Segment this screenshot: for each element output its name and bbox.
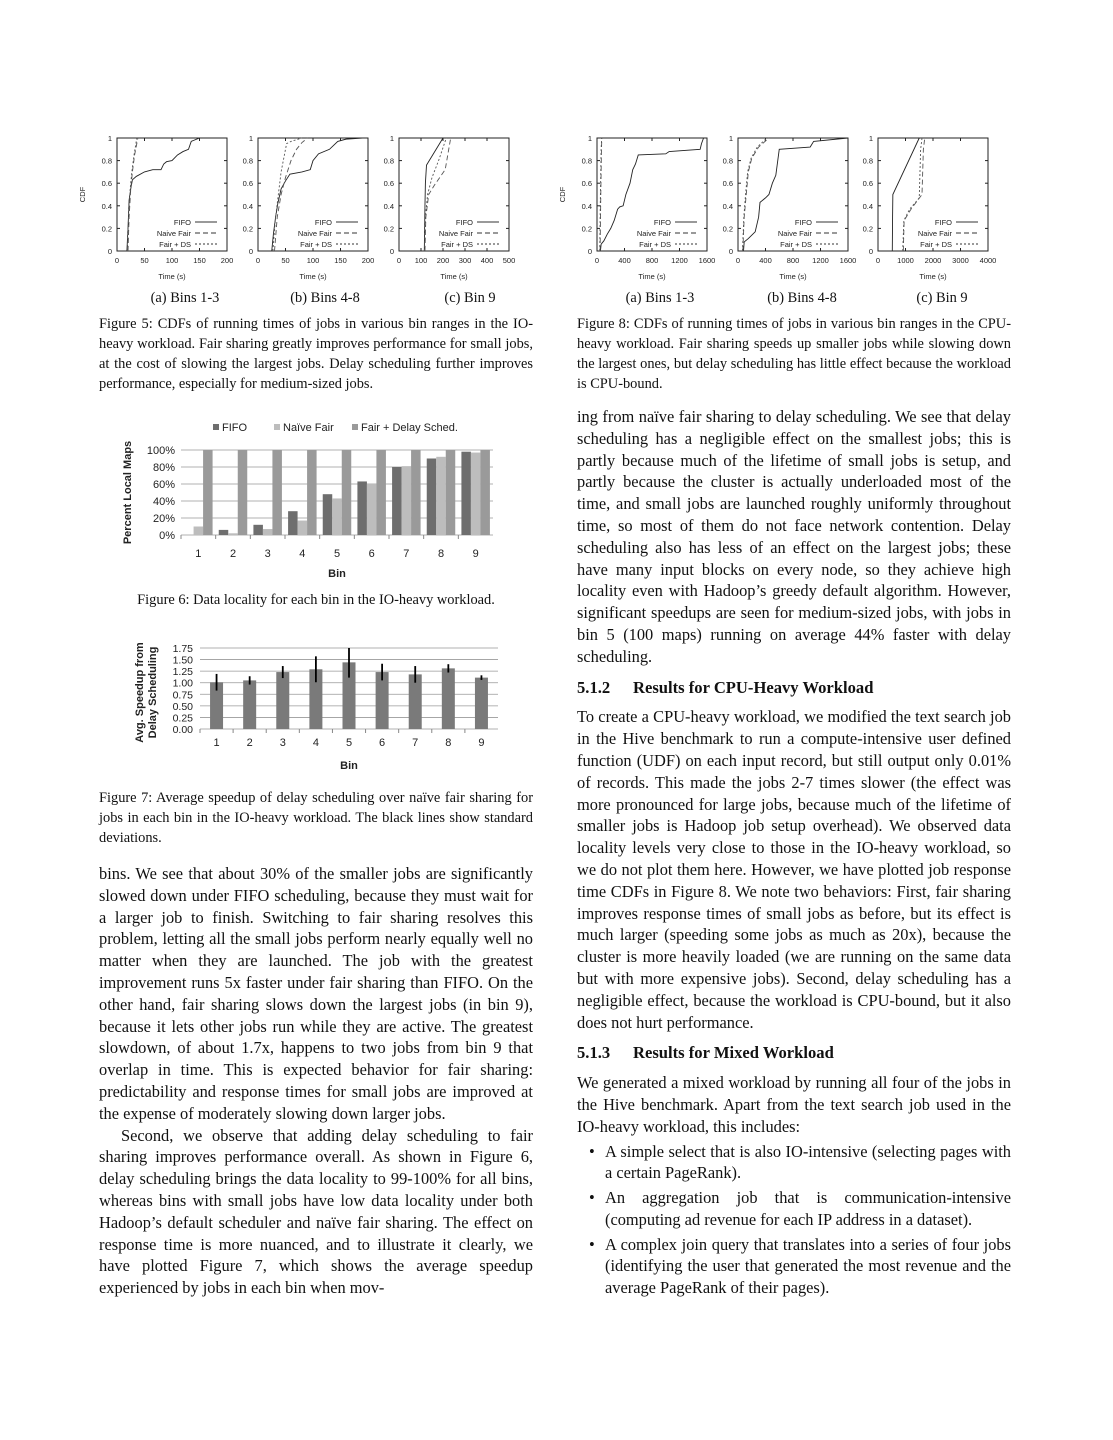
svg-text:7: 7 [412, 737, 419, 749]
svg-text:0.6: 0.6 [722, 179, 733, 189]
list-item-text: A simple select that is also IO-intensive (selecting pages with a certain PageRank). [605, 1141, 1011, 1183]
svg-text:400: 400 [480, 256, 494, 265]
svg-text:CDF: CDF [78, 186, 87, 203]
svg-text:1.50: 1.50 [172, 654, 193, 667]
svg-text:9: 9 [472, 548, 479, 560]
svg-text:100%: 100% [146, 445, 175, 457]
svg-text:Naive Fair: Naive Fair [438, 229, 473, 238]
svg-text:0.6: 0.6 [101, 179, 112, 189]
section-title: Results for Mixed Workload [633, 1043, 834, 1063]
svg-text:2: 2 [229, 548, 237, 560]
fig8b-plot [723, 134, 857, 281]
svg-text:200: 200 [361, 256, 375, 265]
svg-text:Time (s): Time (s) [779, 272, 807, 281]
svg-text:1.00: 1.00 [172, 677, 193, 690]
svg-text:1: 1 [868, 134, 873, 143]
svg-text:0.8: 0.8 [581, 156, 592, 166]
svg-text:Naive Fair: Naive Fair [917, 229, 952, 238]
figure-5-caption: Figure 5: CDFs of running times of jobs in various bin ranges in the IO-heavy workload. Fair sharing greatly improves performance for small jobs, at the cost of slowing the largest jobs. Delay scheduling further improves performance, especially for medium-sized jobs. [99, 316, 533, 392]
svg-text:Fair + DS: Fair + DS [300, 240, 332, 249]
left-column-body [99, 863, 533, 1299]
svg-text:1200: 1200 [812, 256, 829, 265]
svg-text:0: 0 [728, 247, 733, 256]
fig8a-plot [558, 134, 715, 281]
svg-text:50: 50 [281, 256, 290, 265]
svg-text:Time (s): Time (s) [299, 272, 327, 281]
svg-text:0%: 0% [159, 530, 175, 542]
svg-text:Time (s): Time (s) [638, 272, 666, 281]
svg-text:0.4: 0.4 [383, 201, 394, 211]
svg-text:1600: 1600 [839, 256, 857, 265]
svg-text:800: 800 [645, 256, 659, 265]
section-title: Results for CPU-Heavy Workload [633, 677, 874, 697]
svg-text:0.6: 0.6 [862, 179, 873, 189]
svg-text:40%: 40% [152, 496, 175, 508]
figure-7-caption: Figure 7: Average speedup of delay scheduling over naïve fair sharing for jobs in each bin in the IO-heavy workload. The black lines show standard deviations. [99, 790, 533, 846]
svg-text:FIFO: FIFO [455, 218, 473, 227]
svg-text:Naive Fair: Naive Fair [636, 229, 671, 238]
svg-text:0.8: 0.8 [722, 156, 733, 166]
svg-text:100: 100 [306, 256, 320, 265]
svg-text:150: 150 [334, 256, 347, 265]
svg-text:Naive Fair: Naive Fair [297, 229, 332, 238]
figure-6-bar-chart [115, 415, 515, 590]
svg-text:0: 0 [248, 247, 253, 256]
fig8c-plot [863, 134, 997, 281]
svg-text:3: 3 [264, 548, 271, 560]
list-item [577, 1234, 1011, 1299]
svg-text:0.8: 0.8 [383, 156, 394, 166]
svg-text:0.4: 0.4 [862, 201, 873, 211]
svg-text:1000: 1000 [897, 256, 914, 265]
svg-text:200: 200 [436, 256, 450, 265]
svg-text:FIFO: FIFO [934, 218, 952, 227]
section-number: 5.1.2 [577, 677, 611, 697]
svg-text:FIFO: FIFO [222, 422, 248, 434]
svg-text:400: 400 [618, 256, 631, 265]
svg-text:0.8: 0.8 [101, 156, 112, 166]
list-item [577, 1141, 1011, 1185]
section-number: 5.1.3 [577, 1043, 611, 1063]
svg-text:200: 200 [220, 256, 234, 265]
left-paragraph-2: Second, we observe that adding delay scheduling to fair sharing improves performance overall. As shown in Figure 6, delay scheduling brings the data locality to 99-100% for all bins, whereas bins with small jobs have low data locality under both Hadoop’s default scheduler and naïve fair sharing. The effect on response time is more nuanced, and to illustrate it clearly, we have plotted Figure 7, which shows the average speedup experienced by jobs in each bin when mov- [99, 1125, 533, 1298]
svg-text:1200: 1200 [671, 256, 688, 265]
svg-text:FIFO: FIFO [794, 218, 812, 227]
fig6-legend [213, 422, 458, 434]
figure-7 [125, 640, 525, 772]
svg-text:Bin: Bin [340, 760, 358, 772]
svg-text:Fair + DS: Fair + DS [159, 240, 191, 249]
svg-text:FIFO: FIFO [173, 218, 191, 227]
svg-text:0.75: 0.75 [172, 689, 193, 702]
fig5a-plot [78, 134, 233, 281]
svg-text:0: 0 [594, 256, 600, 265]
figure-5a-subcaption: (a) Bins 1-3 [150, 290, 220, 306]
svg-text:Delay Scheduling: Delay Scheduling [147, 646, 159, 739]
svg-text:Time (s): Time (s) [440, 272, 468, 281]
svg-text:100: 100 [165, 256, 179, 265]
svg-text:0: 0 [875, 256, 881, 265]
svg-text:Fair + Delay Sched.: Fair + Delay Sched. [361, 422, 458, 434]
svg-text:300: 300 [458, 256, 472, 265]
svg-text:Time (s): Time (s) [158, 272, 186, 281]
figure-6-caption: Figure 6: Data locality for each bin in the IO-heavy workload. [137, 592, 495, 608]
list-item [577, 1187, 1011, 1231]
svg-text:4000: 4000 [979, 256, 997, 265]
svg-text:1: 1 [213, 737, 220, 749]
svg-text:0: 0 [735, 256, 741, 265]
svg-text:4: 4 [299, 548, 306, 560]
svg-text:800: 800 [786, 256, 800, 265]
figure-8c-subcaption: (c) Bin 9 [916, 290, 968, 306]
svg-text:0: 0 [868, 247, 873, 256]
fig6-plot [122, 441, 493, 580]
fig7-plot [134, 642, 498, 772]
svg-text:Naïve Fair: Naïve Fair [283, 422, 334, 434]
svg-text:0.6: 0.6 [581, 179, 592, 189]
svg-text:0.00: 0.00 [172, 724, 193, 736]
svg-text:Avg. Speedup from: Avg. Speedup from [134, 642, 146, 743]
right-paragraph-2: To create a CPU-heavy workload, we modified the text search job in the Hive benchmark to run a compute-intensive user defined function (UDF) on each input record, but still output only 0.01% of records. This made the jobs 2-7 times slower (the effect was more pronounced for large jobs, because much of the lifetime of smaller jobs is Hadoop job setup overhead). We observed data locality levels very close to those in the IO-heavy workload, so we do not plot them here. However, we have plotted job response time CDFs in Figure 8. We note two behaviors: First, fair sharing improves response times of small jobs as before, but its effect is much larger (speeding some jobs as much as 20x), because the cluster is more heavily loaded (we are running on the same data but with more expensive jobs). Second, delay scheduling has a negligible effect, because the workload is CPU-bound, but it also does not hurt performance. [577, 707, 1011, 1032]
figure-5 [75, 128, 545, 308]
svg-text:1: 1 [389, 134, 394, 143]
svg-text:0.2: 0.2 [101, 224, 112, 234]
svg-text:100: 100 [414, 256, 428, 265]
svg-text:0: 0 [396, 256, 402, 265]
svg-text:1.25: 1.25 [172, 666, 193, 679]
bullet-icon: • [589, 1188, 595, 1208]
svg-text:0.4: 0.4 [242, 201, 253, 211]
fig5c-plot [384, 134, 516, 281]
figure-8a-subcaption: (a) Bins 1-3 [625, 290, 695, 306]
svg-text:1.75: 1.75 [172, 643, 193, 655]
fig5b-plot [243, 134, 375, 281]
svg-text:0: 0 [389, 247, 394, 256]
svg-text:0.2: 0.2 [722, 224, 733, 234]
svg-text:0.2: 0.2 [581, 224, 592, 234]
svg-text:FIFO: FIFO [314, 218, 332, 227]
svg-text:60%: 60% [152, 479, 175, 491]
svg-text:0.2: 0.2 [242, 224, 253, 234]
svg-text:3: 3 [279, 737, 286, 749]
svg-text:0: 0 [114, 256, 120, 265]
svg-text:Naive Fair: Naive Fair [156, 229, 191, 238]
figure-8b-subcaption: (b) Bins 4-8 [767, 290, 837, 306]
svg-text:8: 8 [445, 737, 452, 749]
svg-text:2000: 2000 [924, 256, 942, 265]
svg-text:80%: 80% [152, 462, 175, 474]
svg-text:Bin: Bin [328, 568, 346, 580]
section-heading-5-1-2 [577, 677, 1011, 699]
svg-text:0.25: 0.25 [172, 712, 193, 725]
svg-text:9: 9 [478, 737, 485, 749]
left-paragraph-1: bins. We see that about 30% of the smaller jobs are significantly slowed down under FIFO scheduling, because they must wait for a larger job to finish. Switching to fair sharing resolves this problem, letting all the small jobs perform nearly equally well no matter when they are launched. The job with the greatest improvement runs 5x faster under fair sharing than FIFO. On the other hand, fair sharing slows down the largest jobs (in bin 9), because it lets other jobs run while they are active. The greatest slowdown, of about 1.7x, happens to two jobs from bin 9 that overlap in time. This is expected behavior for fair sharing: predictability and response times for small jobs are improved at the expense of moderately slowing down larger jobs. [99, 864, 533, 1123]
svg-text:8: 8 [437, 548, 445, 560]
bullet-icon: • [589, 1141, 595, 1161]
svg-text:Naive Fair: Naive Fair [777, 229, 812, 238]
workload-list [577, 1141, 1011, 1300]
svg-text:0.8: 0.8 [242, 156, 253, 166]
svg-text:50: 50 [140, 256, 149, 265]
svg-text:20%: 20% [152, 513, 175, 525]
right-column-body [577, 406, 1011, 1302]
svg-text:2: 2 [246, 737, 253, 749]
svg-text:0.8: 0.8 [862, 156, 873, 166]
right-paragraph-3: We generated a mixed workload by running all four of the jobs in the Hive benchmark. Apart from the text search job used in the IO-heavy workload, this includes: [577, 1073, 1011, 1136]
bullet-icon: • [589, 1234, 595, 1254]
list-item-text: An aggregation job that is communication-intensive (computing ad revenue for each IP address in a dataset). [605, 1188, 1011, 1229]
svg-text:0.2: 0.2 [383, 224, 394, 234]
svg-text:Percent Local Maps: Percent Local Maps [122, 440, 134, 545]
svg-text:0.2: 0.2 [862, 224, 873, 234]
svg-text:0: 0 [107, 247, 112, 256]
figure-5b-subcaption: (b) Bins 4-8 [290, 290, 360, 306]
svg-text:FIFO: FIFO [653, 218, 671, 227]
svg-text:Time (s): Time (s) [919, 272, 947, 281]
svg-text:3000: 3000 [952, 256, 969, 265]
svg-text:Fair + DS: Fair + DS [920, 240, 952, 249]
svg-text:500: 500 [502, 256, 516, 265]
svg-text:5: 5 [333, 548, 341, 560]
svg-text:4: 4 [312, 737, 319, 749]
svg-text:Fair + DS: Fair + DS [780, 240, 812, 249]
svg-text:0: 0 [255, 256, 261, 265]
figure-7-bar-chart [125, 640, 525, 772]
svg-text:6: 6 [368, 548, 375, 560]
svg-text:150: 150 [193, 256, 206, 265]
svg-text:1600: 1600 [698, 256, 716, 265]
svg-text:1: 1 [248, 134, 253, 143]
svg-text:400: 400 [759, 256, 772, 265]
figure-6 [115, 415, 515, 590]
svg-text:6: 6 [379, 737, 386, 749]
section-heading-5-1-3 [577, 1042, 1011, 1064]
svg-text:CDF: CDF [558, 186, 567, 203]
figure-8 [555, 128, 1025, 308]
figure-8-caption: Figure 8: CDFs of running times of jobs in various bin ranges in the CPU-heavy workload. Fair sharing speeds up smaller jobs while slowing down the largest ones, but delay scheduling has little effect because the workload is CPU-bound. [577, 316, 1011, 392]
svg-text:0.50: 0.50 [172, 700, 193, 713]
svg-text:0: 0 [587, 247, 592, 256]
svg-text:1: 1 [728, 134, 733, 143]
svg-text:0.6: 0.6 [383, 179, 394, 189]
svg-text:0.4: 0.4 [722, 201, 733, 211]
svg-text:1: 1 [195, 548, 202, 560]
svg-text:Fair + DS: Fair + DS [639, 240, 671, 249]
svg-text:Fair + DS: Fair + DS [441, 240, 473, 249]
figure-8-plots [555, 128, 1025, 288]
svg-text:0.6: 0.6 [242, 179, 253, 189]
svg-text:0.4: 0.4 [101, 201, 112, 211]
svg-text:1: 1 [107, 134, 112, 143]
right-paragraph-1: ing from naïve fair sharing to delay scheduling. We see that delay scheduling has a negligible effect on the smallest jobs; this is partly because much of the lifetime of small jobs is setup, and partly because the cluster is actually underloaded most of the time, and small jobs are launched roughly uniformly throughout time, so most of them do not face network contention. Delay scheduling also has less of an effect on the largest jobs; these have many input blocks on every node, so they achieve high locality even with Hadoop’s greedy default algorithm. However, significant speedups are seen for medium-sized jobs, with jobs in bin 5 (100 maps) running on average 44% faster with delay scheduling. [577, 407, 1011, 666]
svg-text:5: 5 [345, 737, 353, 749]
figure-5c-subcaption: (c) Bin 9 [444, 290, 496, 306]
figure-5-plots [75, 128, 545, 288]
list-item-text: A complex join query that translates into a series of four jobs (identifying the user that generated the most revenue and the average PageRank of their pages). [605, 1234, 1011, 1298]
svg-text:1: 1 [587, 134, 592, 143]
svg-text:0.4: 0.4 [581, 201, 592, 211]
svg-text:7: 7 [403, 548, 410, 560]
